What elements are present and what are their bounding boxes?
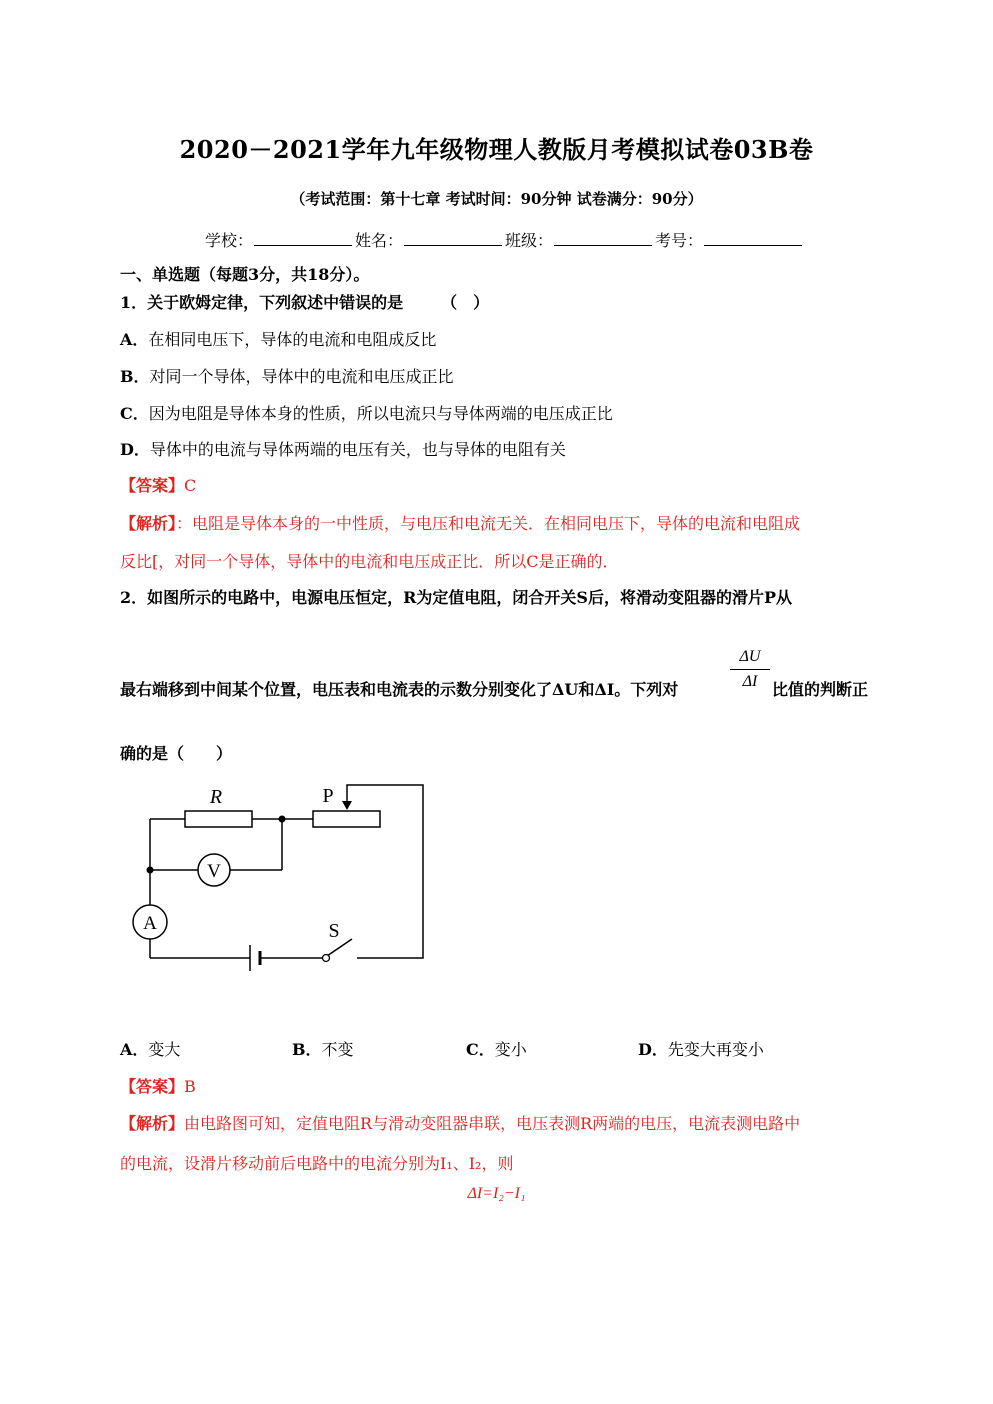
q2-line2: 最右端移到中间某个位置，电压表和电流表的示数分别变化了ΔU和ΔI。下列对	[120, 680, 679, 699]
junction-node-top	[279, 816, 286, 823]
q1-answer-paren: （ ）	[441, 293, 490, 312]
q2-formula: ΔI=I₂−I₁	[467, 1185, 526, 1202]
class-blank[interactable]	[554, 231, 652, 246]
q2-analysis-line2: 的电流，设滑片移动前后电路中的电流分别为I₁、I₂，则	[120, 1154, 514, 1173]
switch-pivot	[323, 955, 330, 962]
q1-analysis-line1: 【解析】：电阻是导体本身的一中性质，与电压和电流无关．在相同电压下，导体的电流和电阻成	[120, 514, 801, 533]
name-label: 姓名：	[355, 231, 404, 250]
class-label: 班级：	[505, 231, 554, 250]
label-v: V	[207, 861, 221, 882]
name-blank[interactable]	[404, 231, 502, 246]
q2-analysis-line1: 【解析】由电路图可知，定值电阻R与滑动变阻器串联，电压表测R两端的电压，电流表测电路中	[120, 1114, 801, 1133]
q2-line3: 确的是（ ）	[120, 744, 233, 763]
label-p: P	[322, 785, 334, 807]
label-a: A	[143, 913, 157, 934]
q1-analysis-line2: 反比[，对同一个导体，导体中的电流和电压成正比．所以C是正确的．	[120, 552, 619, 571]
q2-option-d: D．先变大再变小	[638, 1040, 764, 1059]
q2-answer: 【答案】B	[120, 1077, 196, 1096]
section-title: 一、单选题（每题3分，共18分）。	[120, 265, 370, 284]
q2-line1: 2．如图所示的电路中，电源电压恒定，R为定值电阻，闭合开关S后，将滑动变阻器的滑片P从	[120, 588, 793, 607]
delta-u-over-delta-i-fraction: ΔU ΔI	[730, 648, 770, 691]
exam-number-blank[interactable]	[704, 231, 802, 246]
junction-node-left	[147, 867, 154, 874]
q1-option-c: C．因为电阻是导体本身的性质，所以电流只与导体两端的电压成正比	[120, 404, 613, 423]
q1-option-b: B．对同一个导体，导体中的电流和电压成正比	[120, 367, 454, 386]
school-label: 学校：	[205, 231, 254, 250]
q2-option-a: A．变大	[120, 1040, 181, 1059]
rheostat-symbol	[313, 811, 380, 827]
q1-option-d: D．导体中的电流与导体两端的电压有关，也与导体的电阻有关	[120, 440, 566, 459]
resistor-r-symbol	[185, 811, 252, 827]
student-info-row	[205, 228, 805, 251]
q1-option-a: A．在相同电压下，导体的电流和电阻成反比	[120, 330, 437, 349]
exam-subtitle: （考试范围：第十七章 考试时间：90分钟 试卷满分：90分）	[290, 190, 703, 208]
q2-option-c: C．变小	[466, 1040, 527, 1059]
circuit-diagram	[120, 775, 440, 980]
exam-title: 2020－2021学年九年级物理人教版月考模拟试卷03B卷	[179, 135, 814, 164]
q2-line2-end: 比值的判断正	[772, 680, 869, 699]
label-r: R	[209, 786, 223, 808]
slider-arrow-icon	[342, 801, 352, 810]
q2-option-b: B．不变	[292, 1040, 354, 1059]
exam-number-label: 考号：	[655, 231, 704, 250]
q1-answer: 【答案】C	[120, 476, 197, 495]
q1-stem: 1．关于欧姆定律，下列叙述中错误的是 （ ）	[120, 293, 490, 312]
label-s: S	[328, 920, 340, 942]
school-blank[interactable]	[254, 231, 352, 246]
